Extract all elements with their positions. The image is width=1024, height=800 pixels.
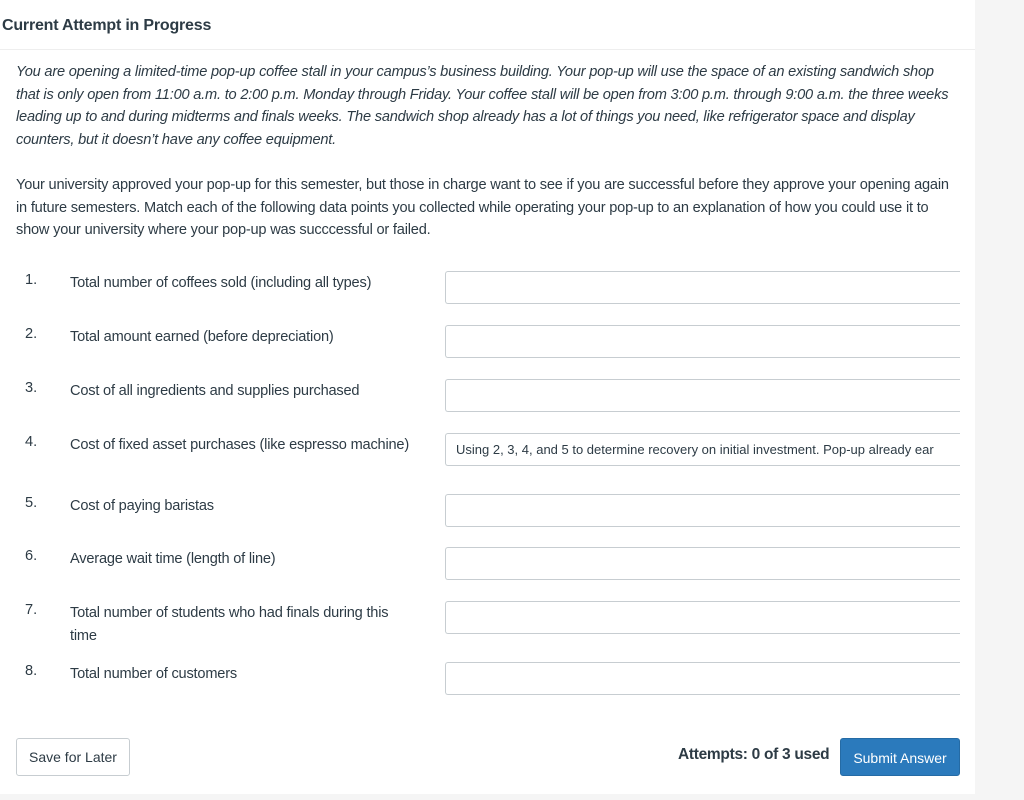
item-label: Cost of fixed asset purchases (like espresso machine) xyxy=(70,437,409,453)
instructions-text: Your university approved your pop-up for this semester, but those in charge want to see if you are successful before they approve your opening again in future semesters. Match each of the following data points you collected while operating your pop-up to an explanation of how you could use it to show your university where your pop-up was succcessful or failed. xyxy=(16,177,949,238)
save-for-later-button[interactable]: Save for Later xyxy=(16,738,130,776)
question-content xyxy=(0,50,975,242)
attempt-title: Current Attempt in Progress xyxy=(2,17,212,34)
item-number: 2. xyxy=(25,326,38,342)
answer-select-8[interactable] xyxy=(445,662,960,695)
answer-select-1[interactable] xyxy=(445,271,960,304)
answer-select-7[interactable] xyxy=(445,601,960,634)
item-number: 3. xyxy=(25,380,38,396)
question-footer xyxy=(0,738,975,778)
item-label: Cost of paying baristas xyxy=(70,498,214,514)
attempts-counter: Attempts: 0 of 3 used xyxy=(678,746,830,763)
item-number: 6. xyxy=(25,548,38,564)
submit-answer-button[interactable]: Submit Answer xyxy=(840,738,960,776)
item-number: 4. xyxy=(25,434,38,450)
item-label: Average wait time (length of line) xyxy=(70,551,276,567)
item-label: Cost of all ingredients and supplies purchased xyxy=(70,383,360,399)
item-label: Total number of customers xyxy=(70,666,237,682)
item-label: Total amount earned (before depreciation) xyxy=(70,329,334,345)
answer-select-2[interactable] xyxy=(445,325,960,358)
item-number: 8. xyxy=(25,663,38,679)
answer-select-6[interactable] xyxy=(445,547,960,580)
item-number: 1. xyxy=(25,272,38,288)
answer-select-5[interactable] xyxy=(445,494,960,527)
item-label: Total number of coffees sold (including all types) xyxy=(70,275,372,291)
attempt-header xyxy=(0,0,975,50)
answer-select-4[interactable]: Using 2, 3, 4, and 5 to determine recovery on initial investment. Pop-up already ear xyxy=(445,433,960,466)
item-number: 7. xyxy=(25,602,38,618)
answer-select-3[interactable] xyxy=(445,379,960,412)
scenario-text: You are opening a limited-time pop-up coffee stall in your campus’s business building. Your pop-up will use the space of an existing sandwich shop that is only open from 11:00 a.m. to 2:00 p.m. Monday through Friday. Your coffee stall will be open from 3:00 p.m. through 9:00 a.m. the three weeks leading up to and during midterms and finals weeks. The sandwich shop already has a lot of things you need, like refrigerator space and display counters, but it doesn’t have any coffee equipment. xyxy=(16,64,949,148)
item-label: Total number of students who had finals during this time xyxy=(70,605,389,644)
item-number: 5. xyxy=(25,495,38,511)
